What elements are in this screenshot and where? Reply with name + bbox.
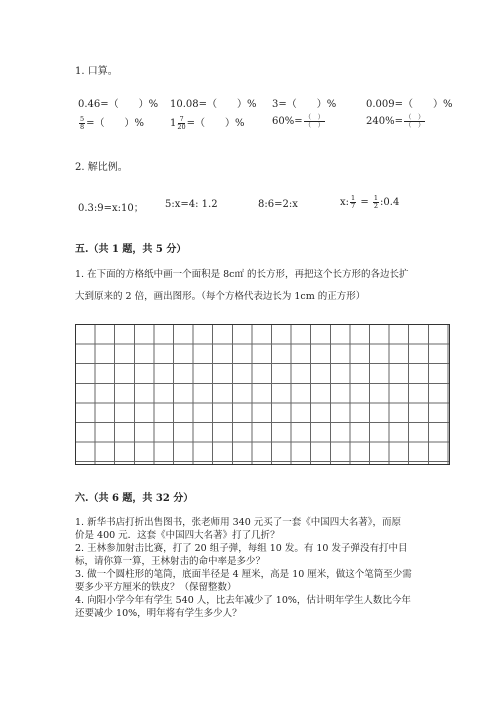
- question-line: 1. 新华书店打折出售图书，张老师用 340 元买了一套《中国四大名著》，而原: [75, 517, 402, 528]
- question-line: 4. 向阳小学今年有学生 540 人，比去年减少了 10%，估计明年学生人数比今年: [75, 595, 411, 606]
- fraction: $\frac{( )}{( )}$: [404, 113, 425, 129]
- fraction: $\frac{5}{8}$: [80, 115, 85, 131]
- fraction: $\frac{1}{2}$: [373, 194, 379, 210]
- fraction: $\frac{7}{20}$: [177, 115, 186, 131]
- q2-item-3: 8:6=2:x: [258, 199, 298, 210]
- q1-heading: 1. 口算。: [75, 66, 118, 77]
- q1-item-1: 0.46=（ ）%: [78, 99, 159, 110]
- q2-item-1: 0.3:9=x:10；: [78, 203, 144, 214]
- fraction: $\frac{1}{7}$: [351, 194, 356, 210]
- q2-item-2: 5:x=4: 1.2: [165, 199, 218, 210]
- q1-item-8: 240%= $\frac{( )}{( )}$: [366, 113, 425, 129]
- question-line: 要多少平方厘米的铁皮？（保留整数）: [75, 582, 237, 593]
- q1-item-4: 0.009=（ ）%: [366, 99, 453, 110]
- q1-item-3: 3=（ ）%: [272, 99, 337, 110]
- q1-item-2: 10.08=（ ）%: [170, 99, 257, 110]
- q1-item-5: $\frac{5}{8}$ =（ ）%: [80, 115, 145, 131]
- section-5-title: 五.（共 1 题，共 5 分）: [75, 244, 187, 255]
- section-6-title: 六.（共 6 题，共 32 分）: [75, 493, 194, 504]
- question-line: 2. 王林参加射击比赛，打了 20 组子弹，每组 10 发。有 10 发子弹没有打中目: [75, 543, 408, 554]
- fraction: $\frac{( )}{( )}$: [304, 113, 325, 129]
- section-5-line-2: 大到原来的 2 倍，画出图形。（每个方格代表边长为 1cm 的正方形）: [75, 291, 366, 302]
- section-6-questions: [75, 516, 412, 620]
- q1-item-6: 1 $\frac{7}{20}$ =（ ）%: [170, 115, 245, 131]
- q2-heading: 2. 解比例。: [75, 162, 128, 173]
- question-line: 3. 做一个圆柱形的笔筒，底面半径是 4 厘米，高是 10 厘米，做这个笔筒至少需: [75, 569, 412, 580]
- question-line: 价是 400 元．这套《中国四大名著》打了几折？: [75, 530, 280, 541]
- section-5-line-1: 1. 在下面的方格纸中画一个面积是 8c㎡ 的长方形，再把这个长方形的各边长扩: [75, 269, 409, 280]
- question-line: 还要减少 10%，明年将有学生多少人？: [75, 608, 242, 619]
- q1-item-7: 60%= $\frac{( )}{( )}$: [272, 113, 325, 129]
- question-line: 标，请你算一算，王林射击的命中率是多少？: [75, 556, 266, 567]
- q2-item-4: x: $\frac{1}{7}$ = $\frac{1}{2}$ :0.4: [340, 194, 400, 210]
- grid-paper[interactable]: [75, 324, 450, 465]
